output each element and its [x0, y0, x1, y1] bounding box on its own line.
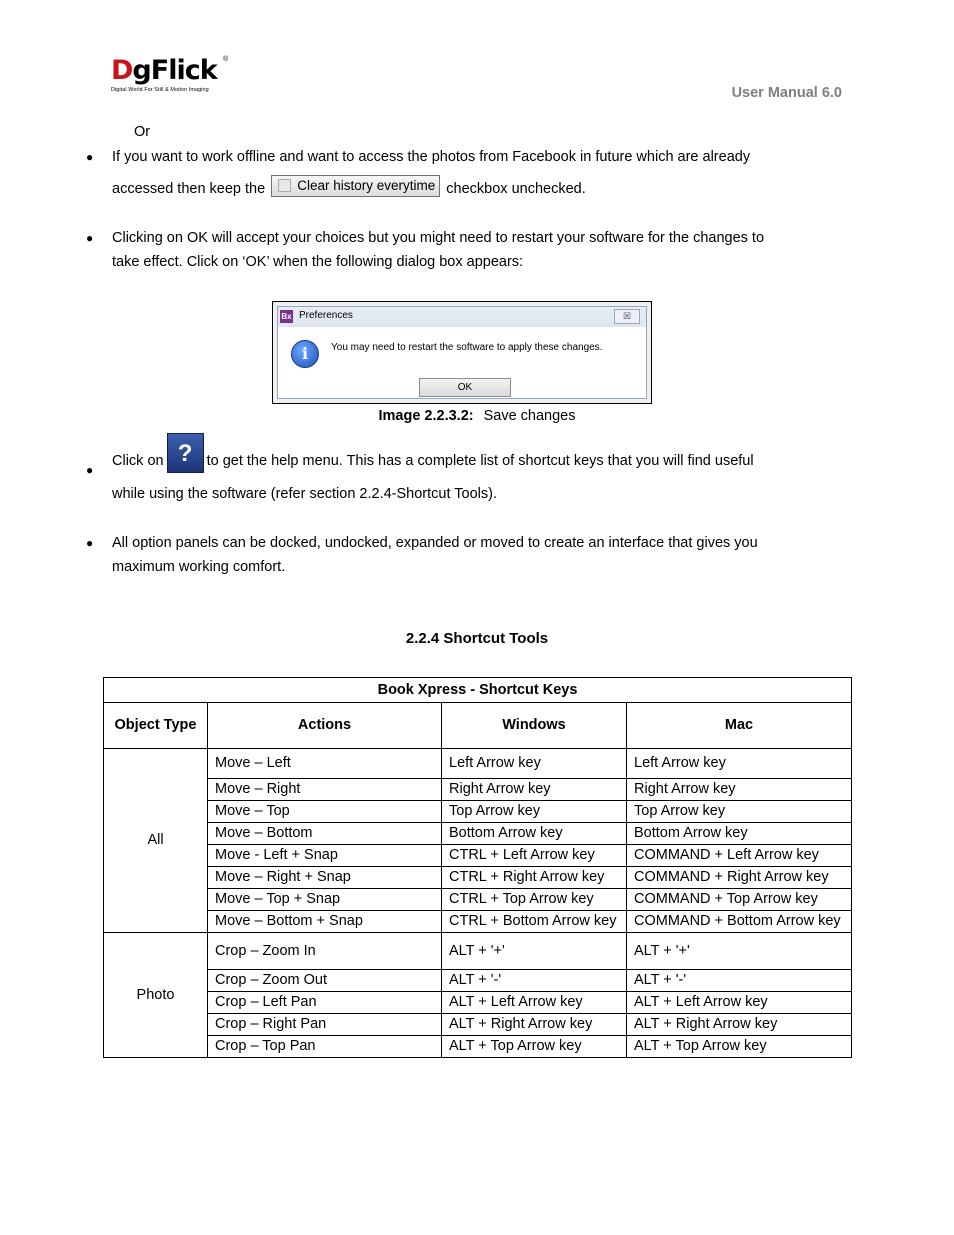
bullet-icon: ●: [86, 463, 94, 477]
help-icon[interactable]: ?: [167, 433, 204, 473]
table-row: Move – Right + Snap CTRL + Right Arrow key COMMAND + Right Arrow key: [104, 867, 852, 889]
bullet-icon: ●: [86, 231, 94, 245]
table-row: Crop – Right Pan ALT + Right Arrow key ALT + Right Arrow key: [104, 1014, 852, 1036]
table-row: Move – Top + Snap CTRL + Top Arrow key COMMAND + Top Arrow key: [104, 889, 852, 911]
bullet-icon: ●: [86, 150, 94, 164]
logo-wordmark: DgFlick: [111, 55, 217, 86]
dialog-title-bar: [278, 307, 646, 327]
ok-button[interactable]: OK: [419, 378, 511, 397]
bullet3-line1: Click on ? to get the help menu. This has a complete list of shortcut keys that you will find useful: [112, 433, 754, 473]
table-row: Crop – Top Pan ALT + Top Arrow key ALT + Top Arrow key: [104, 1036, 852, 1058]
bullet-icon: ●: [86, 536, 94, 550]
dialog-message: You may need to restart the software to apply these changes.: [331, 342, 603, 353]
dialog-body: [280, 327, 644, 398]
table-row: Crop – Zoom Out ALT + '-' ALT + '-': [104, 970, 852, 992]
bullet4-line2: maximum working comfort.: [112, 559, 286, 575]
table-row: Move – Top Top Arrow key Top Arrow key: [104, 801, 852, 823]
close-icon[interactable]: ☒: [614, 309, 640, 324]
checkbox-icon: [278, 179, 291, 192]
section-title: 2.2.4 Shortcut Tools: [405, 630, 549, 647]
table-title-row: [104, 678, 852, 703]
bullet2-line2: take effect. Click on ‘OK’ when the following dialog box appears:: [112, 254, 524, 270]
logo-tagline: Digital World For Still & Motion Imaging: [111, 87, 209, 93]
bullet3-line2: while using the software (refer section 2.2.4-Shortcut Tools).: [112, 486, 497, 502]
table-header-row: [104, 703, 852, 749]
bullet1-line2: accessed then keep the Clear history everytime checkbox unchecked.: [112, 177, 586, 201]
clear-history-checkbox[interactable]: Clear history everytime: [271, 175, 440, 197]
object-type-cell: All: [104, 749, 208, 933]
col-header-object-type: Object Type: [104, 703, 208, 749]
col-header-mac: Mac: [627, 703, 852, 749]
logo-registered-mark: ®: [223, 56, 229, 63]
col-header-windows: Windows: [442, 703, 627, 749]
dgflick-logo: [111, 56, 231, 102]
dialog-frame: [277, 306, 647, 399]
object-type-cell: Photo: [104, 933, 208, 1058]
table-row: Move – Bottom Bottom Arrow key Bottom Arrow key: [104, 823, 852, 845]
app-icon: Bx: [281, 312, 292, 321]
table-row: Move - Left + Snap CTRL + Left Arrow key COMMAND + Left Arrow key: [104, 845, 852, 867]
table-title: Book Xpress - Shortcut Keys: [104, 678, 852, 703]
table-row: Photo Crop – Zoom In ALT + '+' ALT + '+': [104, 933, 852, 970]
info-icon: i: [291, 340, 319, 368]
table-row: All Move – Left Left Arrow key Left Arrow key: [104, 749, 852, 779]
image-caption: Image 2.2.3.2: Save changes: [378, 408, 576, 424]
manual-version: User Manual 6.0: [731, 85, 842, 101]
shortcut-keys-table: [103, 677, 852, 1058]
bullet4-line1: All option panels can be docked, undocked, expanded or moved to create an interface that gives you: [112, 535, 758, 551]
table-row: Crop – Left Pan ALT + Left Arrow key ALT + Left Arrow key: [104, 992, 852, 1014]
table-row: Move – Bottom + Snap CTRL + Bottom Arrow key COMMAND + Bottom Arrow key: [104, 911, 852, 933]
preferences-dialog: [272, 301, 652, 404]
bullet1-line1: If you want to work offline and want to access the photos from Facebook in future which are already: [112, 149, 751, 165]
dialog-title: Preferences: [299, 310, 353, 321]
or-text: Or: [134, 124, 151, 140]
table-row: Move – Right Right Arrow key Right Arrow key: [104, 779, 852, 801]
bullet2-line1: Clicking on OK will accept your choices but you might need to restart your software for the changes to: [112, 230, 765, 246]
col-header-actions: Actions: [208, 703, 442, 749]
